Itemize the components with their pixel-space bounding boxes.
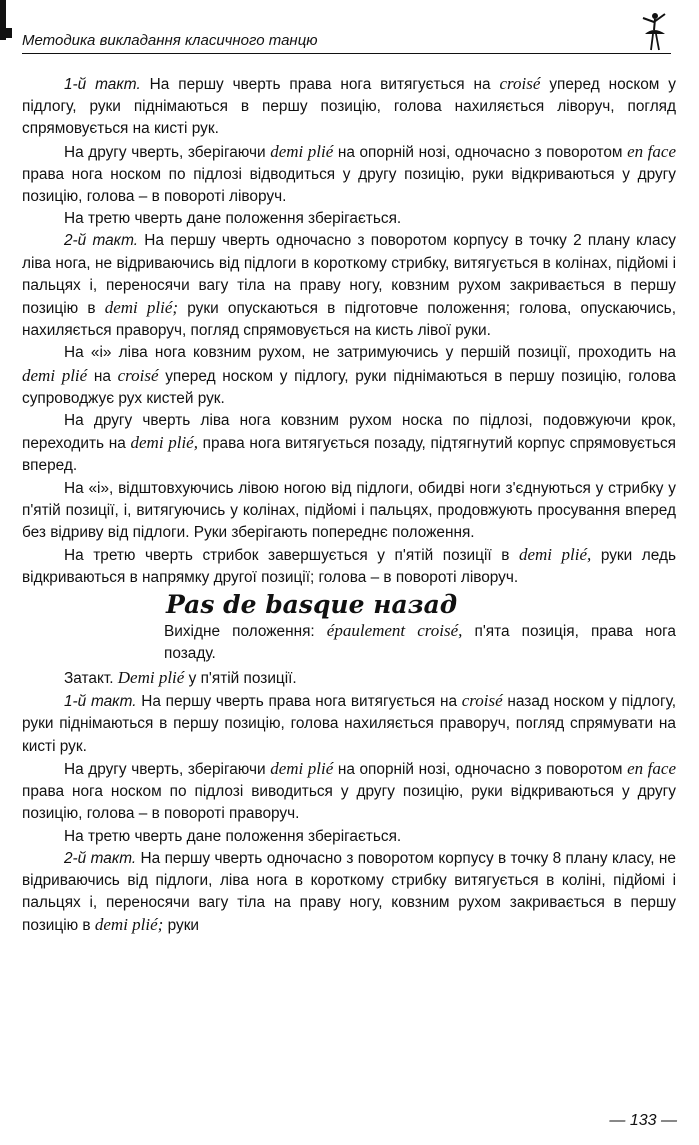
- zatakt-label: Затакт.: [64, 670, 118, 688]
- paragraph-text: На другу чверть ліва нога ковзним рухом носка по підлозі, подовжуючи крок, переходить на: [22, 412, 676, 453]
- page-number: — 133 —: [609, 1112, 677, 1129]
- zatakt-tail: у п'ятій позиції.: [184, 670, 297, 688]
- paragraph-term: en face: [627, 141, 676, 161]
- paragraph: [22, 758, 676, 826]
- paragraph-tail: уперед носком у підлогу, руки піднімаються в першу позицію, голова нахиляється ліворуч, погляд спрямовується на кисті рук.: [22, 76, 676, 138]
- paragraph-text: На першу чверть одночасно з поворотом корпусу в точку 2 плану класу ліва нога, не відриваючись від підлоги в короткому стрибку, витягується в колінах, підйомі і пальцях і, переносячи вагу тіла на праву ногу, ковзним рухом закривається в першу позицію в: [22, 232, 676, 318]
- bottom-paragraphs: [22, 690, 676, 937]
- ballerina-silhouette-icon: [635, 10, 669, 56]
- paragraph-text: На «і» ліва нога ковзним рухом, не затримуючись у першій позиції, проходить на: [64, 344, 676, 362]
- paragraph: [22, 848, 676, 938]
- running-header-title: Методика викладання класичного танцю: [22, 32, 318, 49]
- top-paragraphs: [22, 73, 676, 590]
- paragraph-text: На «і», відштовхуючись лівою ногою від підлоги, обидві ноги з'єднуються у стрибку у п'ятій позиції, і, витягуючись у колінах, підйомі і пальцях, продовжують просування вперед без відриву від підлоги. Руки зберігають попереднє положення.: [22, 479, 676, 542]
- paragraph: [22, 73, 676, 141]
- header-rule: [22, 53, 671, 54]
- paragraph-tail: на: [87, 367, 118, 385]
- paragraph: [22, 478, 676, 545]
- page-body: [22, 73, 676, 938]
- paragraph: [22, 230, 676, 342]
- paragraph-term: demi plié: [270, 141, 334, 161]
- paragraph-lead: 1-й такт.: [64, 693, 137, 711]
- paragraph-tail: назад носком у підлогу, руки піднімаються в першу позицію, голова нахиляється праворуч, погляд спрямувати на кисті рук.: [22, 693, 677, 755]
- paragraph-lead: 1-й такт.: [64, 76, 141, 93]
- paragraph-term: croisé: [117, 365, 159, 385]
- zatakt-term: Demi plié: [117, 668, 185, 688]
- paragraph-tail: права нога носком по підлозі відводиться у другу позицію, руки відкриваються у другу позицію, голова – в повороті ліворуч.: [22, 165, 676, 206]
- paragraph-tail: на опорній нозі, одночасно з поворотом: [333, 143, 628, 161]
- paragraph-tail: права нога витягується позаду, підтягнутий корпус спрямовується вперед.: [22, 435, 676, 475]
- paragraph-term: demi plié,: [130, 433, 198, 453]
- paragraph-text: На першу чверть одночасно з поворотом корпусу в точку 8 плану класу, не відриваючись від підлоги, ліва нога в короткому стрибку витягується в коліні, підйомі і пальцях і, переносячи вагу тіла на праву ногу, ковзним рухом закривається в першу позицію в: [22, 849, 676, 935]
- paragraph: [22, 342, 676, 410]
- paragraph: [22, 544, 676, 589]
- paragraph-text: На третю чверть дане положення зберігається.: [64, 210, 402, 228]
- paragraph-tail: руки: [163, 917, 200, 935]
- paragraph-term: demi plié: [22, 365, 88, 385]
- paragraph: [22, 410, 676, 478]
- paragraph: [22, 141, 676, 209]
- zatakt-line: [22, 667, 676, 690]
- paragraph-term: demi plié,: [518, 545, 592, 565]
- paragraph-term: en face: [627, 758, 676, 778]
- paragraph-term: croisé: [499, 74, 541, 93]
- running-header: [22, 26, 671, 54]
- paragraph: [22, 690, 676, 758]
- paragraph-tail: руки ледь відкриваються в напрямку другої позиції; голова – в повороті ліворуч.: [22, 547, 677, 587]
- paragraph-text: На першу чверть права нога витягується на: [140, 76, 500, 93]
- paragraph-term: croisé: [461, 691, 503, 711]
- initial-position-tail: п'ята позиція, права нога позаду.: [164, 622, 676, 662]
- paragraph-tail: руки опускаються в підготовче положення; голова, опускаючись, нахиляється праворуч, погляд спрямовується на кисть лівої руки.: [22, 300, 676, 340]
- paragraph-term: demi plié;: [104, 298, 179, 318]
- paragraph-lead: 2-й такт.: [64, 232, 139, 250]
- section-title: Pas de basque назад: [166, 589, 458, 619]
- corner-mark: [0, 0, 6, 40]
- paragraph-text: На другу чверть, зберігаючи: [64, 760, 271, 778]
- initial-position-term: épaulement croisé,: [326, 620, 463, 640]
- paragraph-text: На третю чверть дане положення зберігається.: [64, 827, 402, 845]
- paragraph-text: На другу чверть, зберігаючи: [64, 143, 271, 161]
- paragraph-text: На третю чверть стрибок завершується у п'ятій позиції в: [64, 547, 519, 565]
- paragraph-text: На першу чверть права нога витягується на: [136, 693, 462, 711]
- paragraph-term: demi plié: [270, 758, 334, 778]
- initial-position-label: Вихідне положення:: [164, 622, 327, 640]
- paragraph-tail: права нога носком по підлозі виводиться у другу позицію, руки відкриваються у другу позицію, голова – в повороті праворуч.: [22, 783, 676, 823]
- paragraph-term: demi plié;: [94, 915, 164, 935]
- paragraph: [22, 826, 676, 848]
- paragraph-tail: на опорній нозі, одночасно з поворотом: [333, 760, 628, 778]
- paragraph: [22, 208, 676, 230]
- initial-position: [22, 620, 676, 665]
- paragraph-tail: уперед носком у підлогу, руки піднімаються в першу позицію, голова супроводжує рух кистей рук.: [22, 367, 676, 407]
- paragraph-lead: 2-й такт.: [64, 849, 137, 867]
